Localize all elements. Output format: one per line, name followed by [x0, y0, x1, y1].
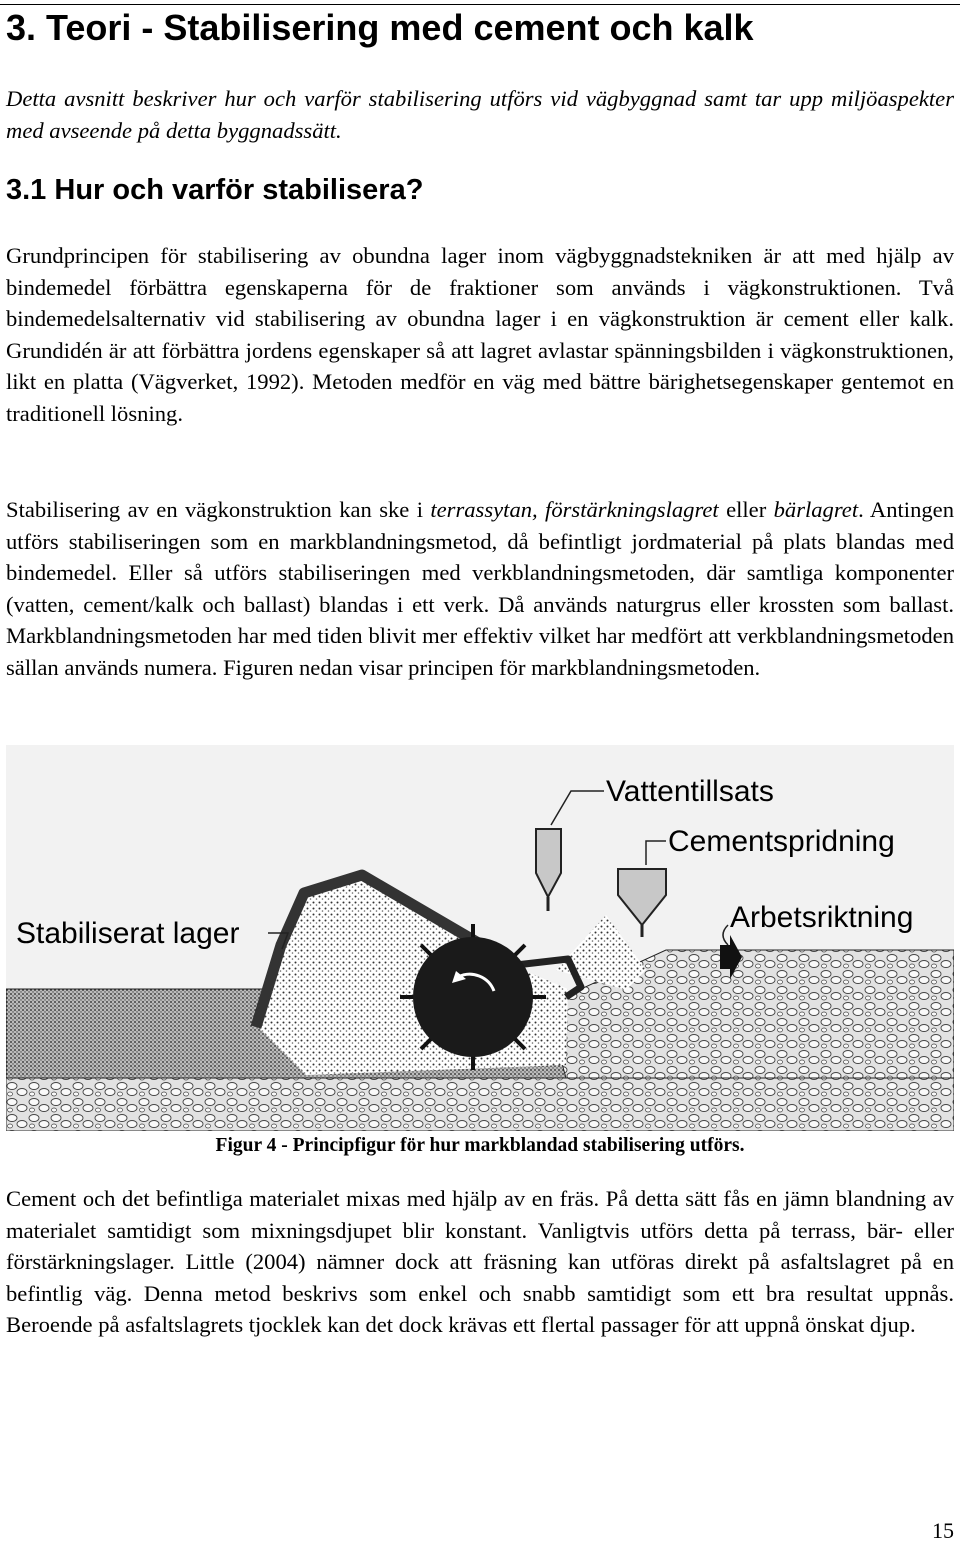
paragraph-2-text-b: eller — [718, 497, 774, 522]
cement-hopper — [618, 869, 666, 925]
chapter-intro: Detta avsnitt beskriver hur och varför stabilisering utförs vid vägbyggnad samt tar upp miljöaspekter med avseende på detta byggnadssätt. — [6, 86, 954, 143]
milling-drum — [400, 924, 546, 1070]
cement-nozzle — [618, 869, 666, 937]
bottom-layer — [6, 1078, 954, 1131]
page-number: 15 — [932, 1518, 954, 1543]
water-nozzle — [536, 829, 561, 911]
stabilization-figure — [6, 745, 954, 1131]
figure-caption: Figur 4 - Principfigur för hur markblandad stabilisering utförs. — [215, 1135, 745, 1156]
paragraph-2-emphasis-base: bärlagret — [773, 497, 859, 522]
stabilization-diagram — [6, 745, 954, 1131]
header-rule — [0, 4, 960, 5]
chapter-title: 3. Teori - Stabilisering med cement och kalk — [6, 7, 754, 48]
section-title: 3.1 Hur och varför stabilisera? — [6, 174, 424, 206]
paragraph-2-text-a: Stabilisering av en vägkonstruktion kan ske i — [6, 497, 431, 522]
label-cement: Cementspridning — [668, 825, 895, 858]
paragraph-2-emphasis-layers: terrassytan, förstärkningslagret — [430, 497, 719, 522]
label-stabilized-layer: Stabiliserat lager — [16, 917, 240, 950]
paragraph-3: Cement och det befintliga materialet mixas med hjälp av en fräs. På detta sätt fås en jämn blandning av materialet samtidigt som mixningsdjupet blir konstant. Vanligtvis utförs detta på terrass, bär- eller förstärkningslager. Little (2004) nämner dock att fräsning kan utföras direkt på asfaltslagret på en befintlig väg. Denna metod beskrivs som enkel och snabb samtidigt som ett bra resultat uppnås. Beroende på asfaltslagrets tjocklek kan det dock krävas ett flertal passager för att uppnå önskat djup. — [6, 1186, 954, 1338]
label-direction: Arbetsriktning — [730, 901, 914, 934]
cement-spray — [556, 915, 646, 990]
label-water: Vattentillsats — [606, 775, 774, 808]
water-hopper — [536, 829, 561, 897]
paragraph-1: Grundprincipen för stabilisering av obundna lager inom vägbyggnadstekniken är att med hjälp av bindemedel förbättra egenskaperna för de fraktioner som används i vägkonstruktionen. Två bindemedelsalternativ vid stabilisering av obundna lager i en vägkonstruktion är cement eller kalk. Grundidén är att förbättra jordens egenskaper så att lagret avlastar spänningsbilden i vägkonstruktionen, likt en platta (Vägverket, 1992). Metoden medför en väg med bättre bärighetsegenskaper gentemot en traditionell lösning. — [6, 243, 954, 426]
paragraph-2 — [6, 494, 954, 684]
mixing-machine — [256, 875, 581, 1075]
paragraph-2-text-c: . Antingen utförs stabiliseringen som en markblandningsmetod, då befintligt jordmaterial på plats blandas med bindemedel. Eller så utförs stabiliseringen med verkblandningsmetoden, där samtliga komponenter (vatten, cement/kalk och ballast) blandas i ett verk. Då används naturgrus eller krossten som ballast. Markblandningsmetoden har med tiden blivit mer effektiv vilket har medfört att verkblandningsmetoden sällan används numera. Figuren nedan visar principen för markblandningsmetoden. — [6, 497, 954, 680]
